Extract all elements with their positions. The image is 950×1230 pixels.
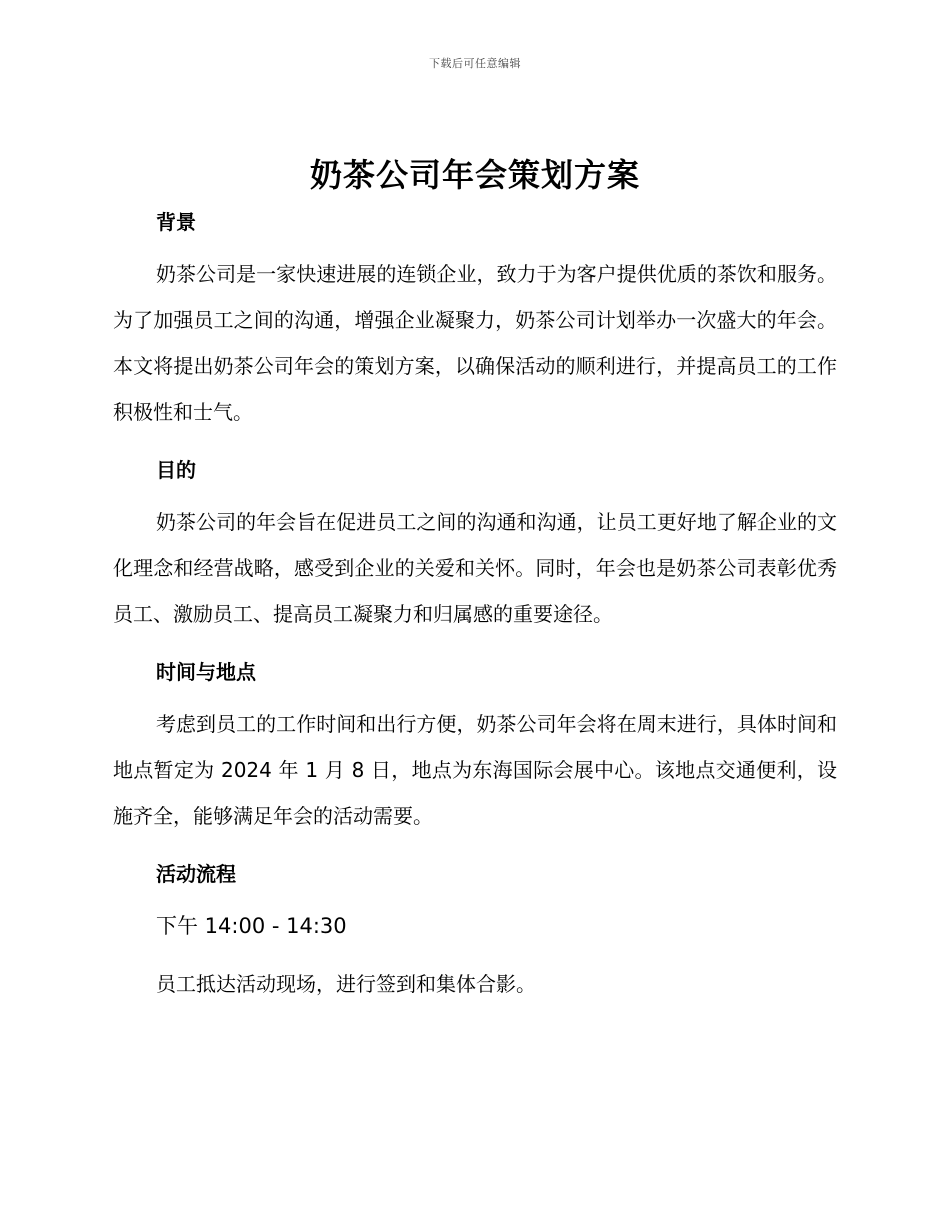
document-title: 奶茶公司年会策划方案 bbox=[309, 156, 640, 194]
schedule-time-slot: 下午 14:00 - 14:30 bbox=[156, 914, 347, 938]
document-body bbox=[113, 205, 837, 1007]
section-heading-time-location: 时间与地点 bbox=[156, 660, 256, 684]
section-paragraph-purpose: 奶茶公司的年会旨在促进员工之间的沟通和沟通，让员工更好地了解企业的文化理念和经营战略，感受到企业的关爱和关怀。同时，年会也是奶茶公司表彰优秀员工、激励员工、提高员工凝聚力和归属感的重要途径。 bbox=[113, 510, 837, 626]
page-header-note: 下载后可任意编辑 bbox=[429, 57, 521, 70]
section-heading-background: 背景 bbox=[156, 210, 196, 234]
section-heading-schedule: 活动流程 bbox=[156, 862, 236, 886]
section-heading-purpose: 目的 bbox=[156, 458, 196, 482]
schedule-item-description: 员工抵达活动现场，进行签到和集体合影。 bbox=[156, 972, 536, 996]
section-paragraph-background: 奶茶公司是一家快速进展的连锁企业，致力于为客户提供优质的茶饮和服务。为了加强员工之间的沟通，增强企业凝聚力，奶茶公司计划举办一次盛大的年会。本文将提出奶茶公司年会的策划方案，以确保活动的顺利进行，并提高员工的工作积极性和士气。 bbox=[113, 262, 837, 424]
section-paragraph-time-location: 考虑到员工的工作时间和出行方便，奶茶公司年会将在周末进行，具体时间和地点暂定为 2024 年 1 月 8 日，地点为东海国际会展中心。该地点交通便利，设施齐全，能够满足年会的活动需要。 bbox=[113, 712, 837, 828]
